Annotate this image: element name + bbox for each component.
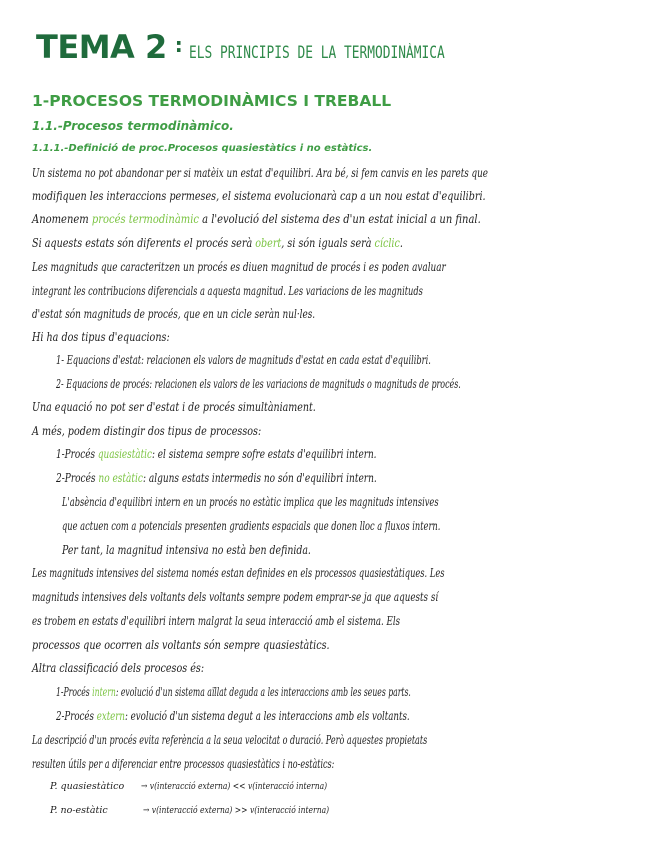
text-line: d'estat són magnituds de procés, que en un cicle seràn nul·les.: [32, 307, 316, 321]
page-title: [36, 28, 517, 66]
heading-section-1-1: 1.1.-Procesos termodinàmico.: [32, 119, 234, 133]
title-subtitle: ELS PRINCIPIS DE LA TERMODINÀMICA: [188, 43, 445, 62]
text-line: modifiquen les interaccions permeses, el sistema evolucionarà cap a un nou estat d'equilibri.: [32, 189, 486, 203]
text-line: La descripció d'un procés evita referència a la seua velocitat o duració. Però aquestes propietats: [32, 733, 428, 747]
text-line: Anomenem procés termodinàmic a l'evolució del sistema des d'un estat inicial a un final.: [32, 212, 481, 226]
highlight-term: extern: [96, 709, 125, 723]
text-line: resulten útils per a diferenciar entre processos quasiestàtics i no-estàtics:: [32, 757, 335, 771]
highlight-term: procés termodinàmic: [91, 212, 199, 226]
list-item: 2-Procés extern: evolució d'un sistema degut a les interaccions amb els voltants.: [56, 709, 410, 723]
text-line: processos que ocorren als voltants són sempre quasiestàtics.: [32, 638, 330, 652]
title-main: TEMA 2: [36, 28, 167, 66]
list-item: 1-Procés quasiestàtic: el sistema sempre sofre estats d'equilibri intern.: [56, 447, 377, 461]
highlight-term: obert: [255, 236, 282, 250]
text-line: Si aquests estats són diferents el procés serà obert, si són iguals serà cíclic.: [32, 236, 403, 250]
list-item: 2-Procés no estàtic: alguns estats intermedis no són d'equilibri intern.: [56, 471, 377, 485]
formula-quasistatic: P. quasiestàtico → v(interacció externa) << v(interacció interna): [50, 781, 328, 792]
list-item: 1- Equacions d'estat: relacionen els valors de magnituds d'estat en cada estat d'equilibri.: [56, 353, 431, 367]
highlight-term: cíclic: [374, 236, 400, 250]
highlight-term: intern: [92, 685, 116, 699]
text-line: Una equació no pot ser d'estat i de procés simultàniament.: [32, 400, 316, 414]
text-line: A més, podem distingir dos tipus de processos:: [32, 424, 262, 438]
text-line: que actuen com a potencials presenten gradients espacials que donen lloc a fluxos intern.: [62, 519, 441, 533]
text-line: es trobem en estats d'equilibri intern malgrat la seua interacció amb el sistema. Els: [32, 614, 401, 628]
highlight-term: quasiestàtic: [97, 447, 152, 461]
text-line: Les magnituds intensives del sistema només estan definides en els processos quasiestàtiques. Les: [32, 566, 445, 580]
title-colon: :: [174, 33, 183, 57]
formula-non-static: P. no-estàtic → v(interacció externa) >> v(interacció interna): [50, 805, 329, 816]
list-item: 2- Equacions de procés: relacionen els valors de les variacions de magnituds o magnituds de procés.: [56, 377, 461, 391]
text-line: L'absència d'equilibri intern en un procés no estàtic implica que les magnituds intensives: [62, 495, 439, 509]
text-line: Un sistema no pot abandonar per si matèix un estat d'equilibri. Ara bé, si fem canvis en les parets que: [32, 166, 488, 180]
list-item: 1-Procés intern: evolució d'un sistema aïllat deguda a les interaccions amb les seues parts.: [56, 685, 411, 699]
text-line: Les magnituds que caracteritzen un procés es diuen magnitud de procés i es poden avaluar: [32, 260, 446, 274]
text-line: Per tant, la magnitud intensiva no està ben definida.: [62, 543, 311, 557]
text-line: magnituds intensives dels voltants dels voltants sempre podem emprar-se ja que aquests sí: [32, 590, 439, 604]
heading-section-1-1-1: 1.1.1.-Definició de proc.Procesos quasiestàtics i no estàtics.: [32, 143, 373, 154]
text-line: Hi ha dos tipus d'equacions:: [32, 330, 170, 344]
heading-section-1: 1-PROCESOS TERMODINÀMICS I TREBALL: [32, 92, 392, 110]
text-line: integrant les contribucions diferencials a aquesta magnitud. Les variacions de les magnituds: [32, 284, 423, 298]
highlight-term: no estàtic: [98, 471, 143, 485]
text-line: Altra classificació dels procesos és:: [32, 661, 205, 675]
